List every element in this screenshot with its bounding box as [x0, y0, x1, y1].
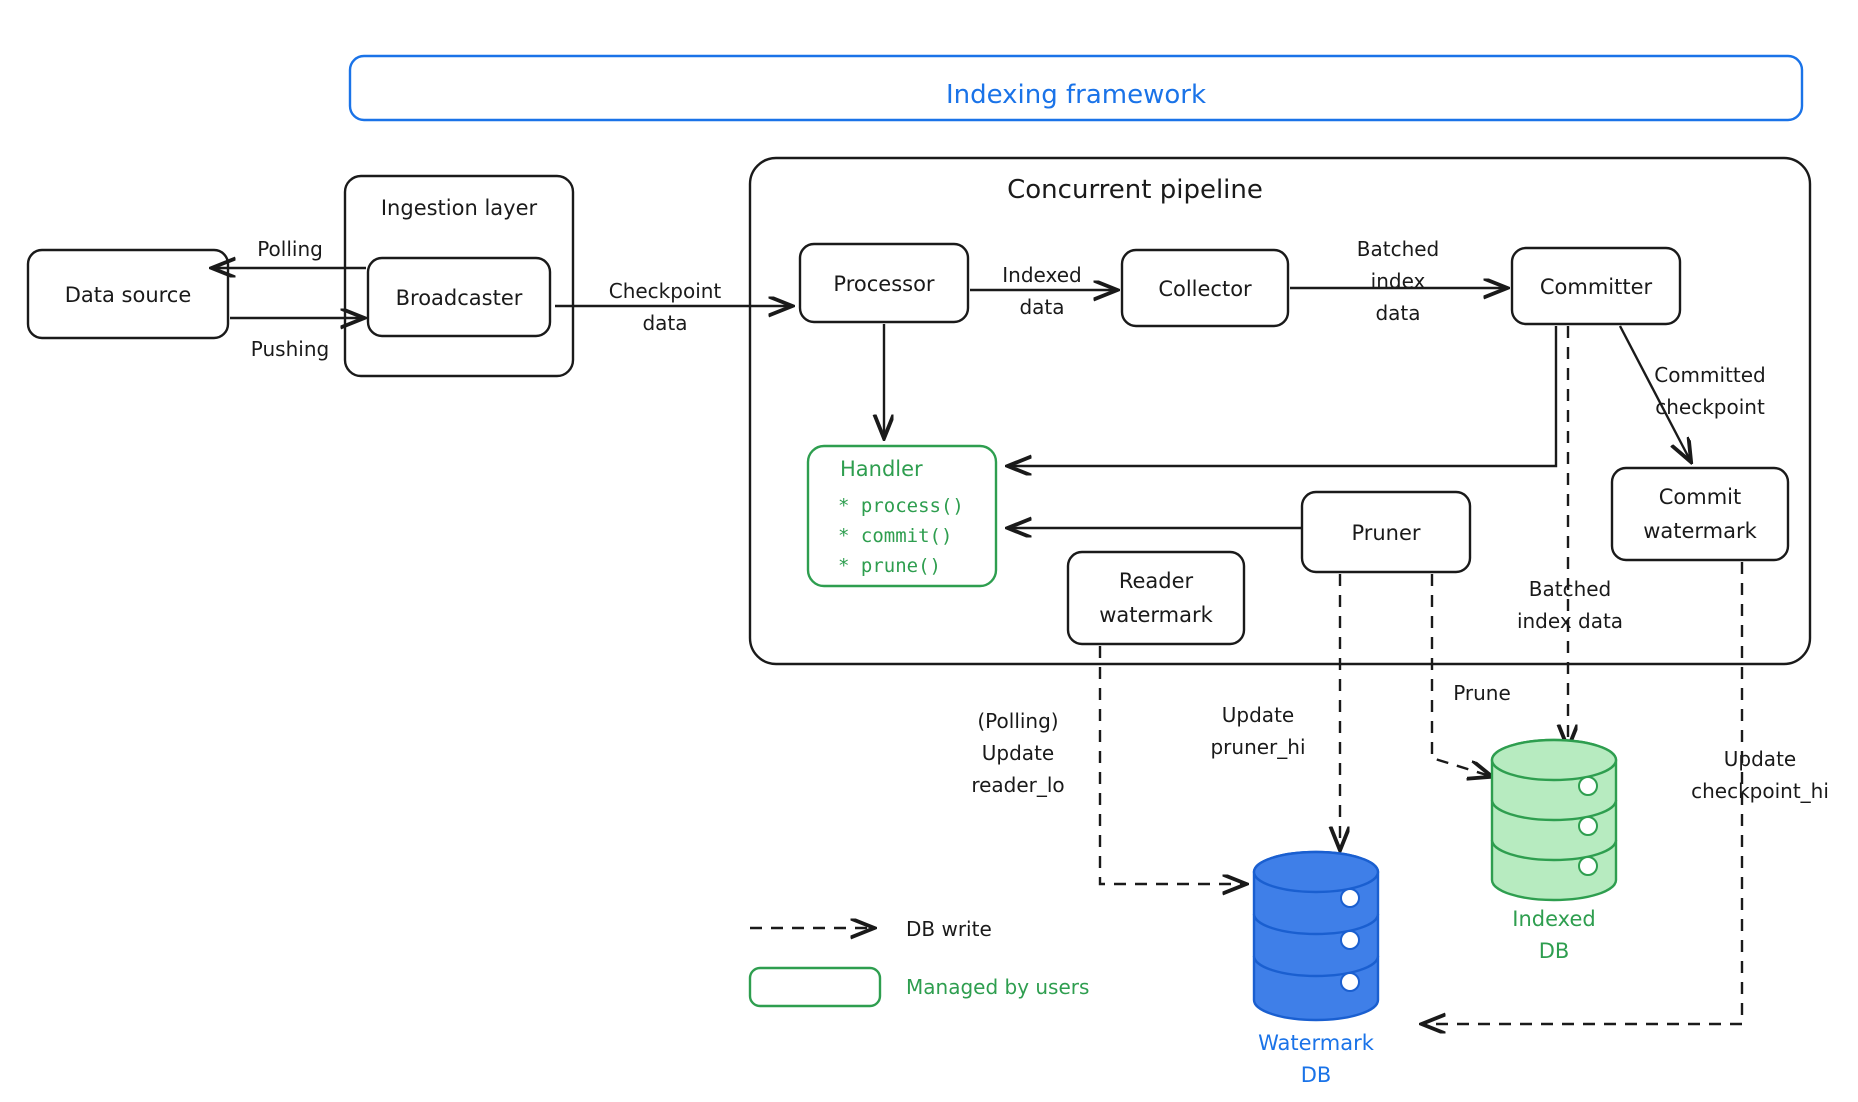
watermark-db-label-1: Watermark	[1258, 1031, 1374, 1055]
legend-managed-label: Managed by users	[906, 975, 1090, 999]
watermark-db-dot-2	[1341, 931, 1359, 949]
handler-method-commit: * commit()	[838, 525, 953, 547]
node-commit-watermark[interactable]	[1612, 468, 1788, 560]
handler-method-process: * process()	[838, 495, 964, 517]
legend-db-write-label: DB write	[906, 917, 992, 941]
reader-watermark-box[interactable]	[1068, 552, 1244, 644]
edge-label-checkpoint-hi-2: checkpoint_hi	[1691, 779, 1829, 803]
watermark-db-label-2: DB	[1300, 1063, 1332, 1087]
watermark-db-dot-1	[1341, 889, 1359, 907]
reader-watermark-label-2: watermark	[1099, 603, 1213, 627]
node-collector[interactable]	[1122, 250, 1288, 326]
edge-label-indexed-data-1: Indexed	[1002, 263, 1082, 287]
processor-label: Processor	[833, 272, 935, 296]
concurrent-pipeline-label: Concurrent pipeline	[1007, 175, 1263, 205]
edge-label-reader-lo-3: reader_lo	[971, 773, 1065, 797]
node-handler[interactable]	[808, 446, 996, 586]
edge-label-batched2-1: Batched	[1528, 577, 1612, 601]
edge-label-batched-3: data	[1375, 301, 1421, 325]
edge-update-reader-lo	[1100, 646, 1244, 884]
committer-label: Committer	[1539, 275, 1653, 299]
pruner-label: Pruner	[1351, 521, 1421, 545]
handler-method-prune: * prune()	[838, 555, 941, 577]
legend-managed-box	[750, 968, 880, 1006]
commit-watermark-label-2: watermark	[1643, 519, 1757, 543]
node-pruner[interactable]	[1302, 492, 1470, 572]
edge-label-reader-lo-2: Update	[981, 741, 1055, 765]
edge-label-pushing: Pushing	[250, 337, 330, 361]
reader-watermark-label-1: Reader	[1118, 569, 1194, 593]
indexed-db-dot-1	[1579, 777, 1597, 795]
edge-label-pruner-hi-2: pruner_hi	[1210, 735, 1306, 759]
group-indexing-framework	[350, 56, 1802, 120]
data-source-label: Data source	[64, 283, 192, 307]
node-broadcaster[interactable]	[368, 258, 550, 336]
edge-label-committed-checkpoint-2: checkpoint	[1655, 395, 1765, 419]
edge-label-batched-2: index	[1370, 269, 1426, 293]
group-concurrent-pipeline	[750, 158, 1810, 664]
indexed-db-dot-3	[1579, 857, 1597, 875]
collector-label: Collector	[1158, 277, 1252, 301]
handler-title: Handler	[840, 457, 923, 481]
node-indexed-db[interactable]	[1492, 740, 1616, 963]
indexed-db-label-2: DB	[1538, 939, 1570, 963]
commit-watermark-label-1: Commit	[1658, 485, 1742, 509]
node-reader-watermark[interactable]	[1068, 552, 1244, 644]
ingestion-layer-label: Ingestion layer	[380, 196, 538, 220]
node-watermark-db[interactable]	[1254, 852, 1378, 1087]
watermark-db-top	[1254, 852, 1378, 892]
edge-label-indexed-data-2: data	[1019, 295, 1065, 319]
edge-label-pruner-hi-1: Update	[1221, 703, 1295, 727]
edge-label-checkpoint-hi-1: Update	[1723, 747, 1797, 771]
edge-label-prune: Prune	[1453, 681, 1511, 705]
node-committer[interactable]	[1512, 248, 1680, 324]
edge-label-committed-checkpoint-1: Committed	[1654, 363, 1766, 387]
watermark-db-dot-3	[1341, 973, 1359, 991]
node-data-source[interactable]	[28, 250, 228, 338]
indexed-db-dot-2	[1579, 817, 1597, 835]
node-processor[interactable]	[800, 244, 968, 322]
edge-label-checkpoint-data-2: data	[642, 311, 688, 335]
concurrent-pipeline-box	[750, 158, 1810, 664]
indexing-framework-label: Indexing framework	[945, 80, 1207, 110]
indexed-db-label-1: Indexed	[1512, 907, 1596, 931]
indexed-db-top	[1492, 740, 1616, 780]
broadcaster-label: Broadcaster	[395, 286, 523, 310]
edge-label-polling: Polling	[257, 237, 323, 261]
edge-label-reader-lo-1: (Polling)	[977, 709, 1059, 733]
legend	[750, 917, 1089, 1006]
commit-watermark-box[interactable]	[1612, 468, 1788, 560]
edge-label-batched-1: Batched	[1356, 237, 1440, 261]
edge-label-checkpoint-data-1: Checkpoint	[608, 279, 722, 303]
edge-label-batched2-2: index data	[1516, 609, 1624, 633]
